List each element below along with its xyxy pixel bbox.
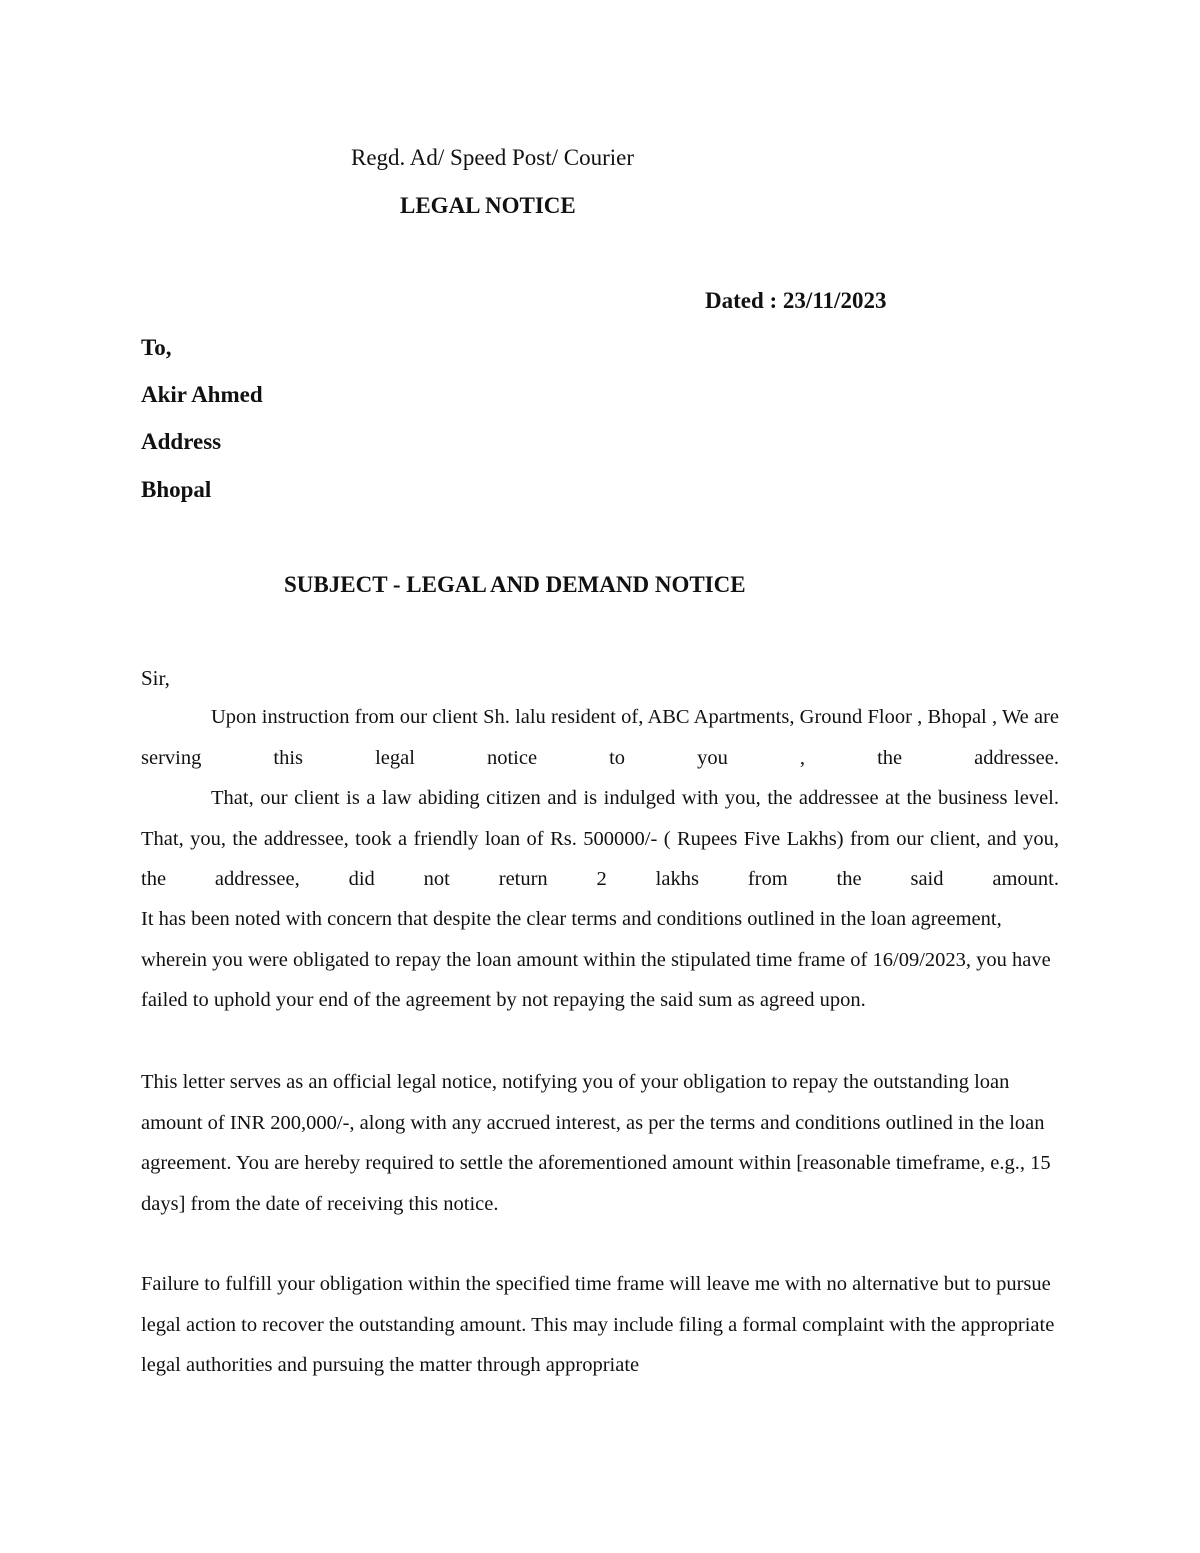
delivery-mode-line: Regd. Ad/ Speed Post/ Courier xyxy=(351,145,635,170)
paragraph-client-instruction: Upon instruction from our client Sh. lalu resident of, ABC Apartments, Ground Floor , Bhopal , We are serving this legal notice to you , the addressee. xyxy=(141,706,1059,769)
paragraph-loan-details: That, our client is a law abiding citizen and is indulged with you, the addressee at the business level. That, you, the addressee, took a friendly loan of Rs. 500000/- ( Rupees Five Lakhs) from our client, and you, the addressee, did not return 2 lakhs from the said amount. xyxy=(141,787,1059,890)
to-label: To, xyxy=(141,335,172,360)
recipient-address: Address xyxy=(141,429,222,454)
notice-title: LEGAL NOTICE xyxy=(400,193,576,218)
recipient-city: Bhopal xyxy=(141,477,212,502)
paragraph-repayment-demand: This letter serves as an official legal notice, notifying you of your obligation to repay the outstanding loan amount of INR 200,000/-, along with any accrued interest, as per the terms and conditions outlined in the loan agreement. You are hereby required to settle the aforementioned amount within [reasonable timeframe, e.g., 15 days] from the date of receiving this notice. xyxy=(141,1071,1051,1215)
notice-subject: SUBJECT - LEGAL AND DEMAND NOTICE xyxy=(284,572,746,597)
paragraph-breach-of-agreement: It has been noted with concern that despite the clear terms and conditions outlined in the loan agreement, wherein you were obligated to repay the loan amount within the stipulated time frame of 16/09/2023, you have failed to uphold your end of the agreement by not repaying the said sum as agreed upon. xyxy=(141,908,1051,1011)
recipient-name: Akir Ahmed xyxy=(141,382,263,407)
paragraph-legal-action-warning: Failure to fulfill your obligation within the specified time frame will leave me with no alternative but to pursue legal action to recover the outstanding amount. This may include filing a formal complaint with the appropriate legal authorities and pursuing the matter through appropriate xyxy=(141,1273,1055,1376)
notice-date: Dated : 23/11/2023 xyxy=(705,288,887,313)
salutation: Sir, xyxy=(141,666,170,690)
